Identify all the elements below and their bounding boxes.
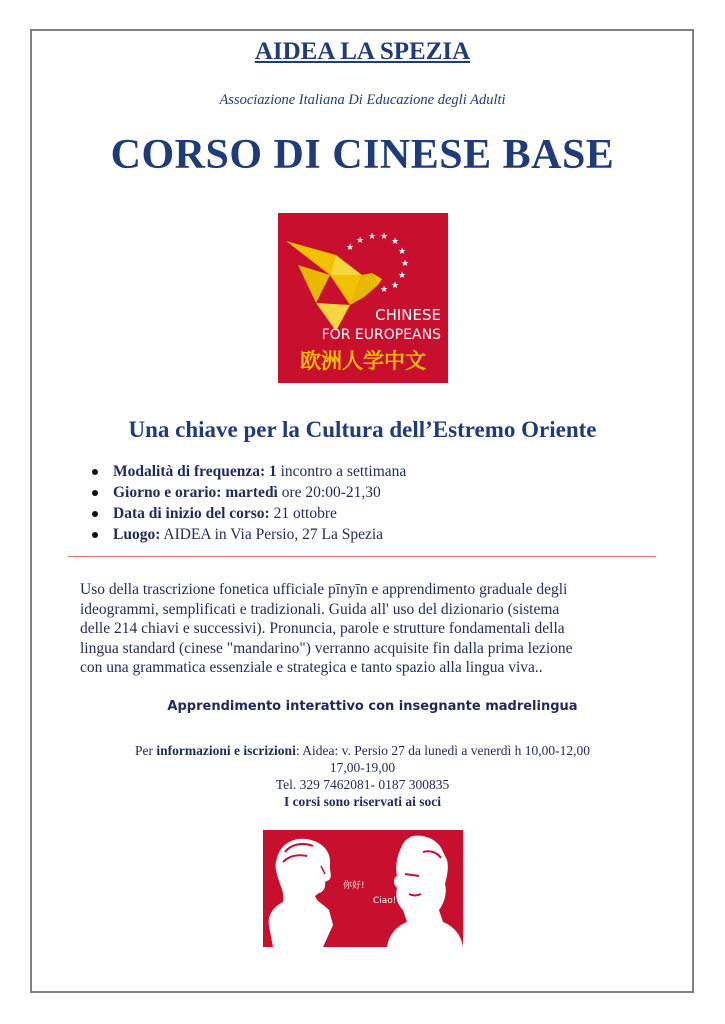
detail-label: Modalità di frequenza: (113, 463, 266, 480)
course-description (80, 580, 648, 678)
detail-value: incontro a settimana (276, 463, 407, 480)
svg-text:★: ★ (390, 281, 400, 291)
detail-value: AIDEA in Via Persio, 27 La Spezia (160, 526, 384, 543)
detail-label: Giorno e orario: (113, 484, 222, 501)
detail-frequency (88, 461, 406, 482)
section-divider (68, 556, 656, 557)
course-details-list (88, 461, 406, 545)
detail-bold-value: martedì (225, 484, 278, 501)
svg-text:★: ★ (379, 285, 389, 295)
description-line: con una grammatica essenziale e strategica e tanto spazio alla lingua viva.. (80, 659, 543, 676)
detail-schedule (88, 482, 406, 503)
detail-start-date (88, 503, 406, 524)
david-and-terracotta-illustration (263, 830, 463, 947)
svg-text:★: ★ (400, 259, 410, 269)
logo-chinese: 欧洲人学中文 (300, 349, 426, 373)
contact-info (0, 742, 725, 810)
svg-text:★: ★ (355, 236, 365, 246)
description-line: lingua standard (cinese "mandarino") verranno acquisite fin dalla prima lezione (80, 639, 573, 657)
contact-line-2: 17,00-19,00 (329, 760, 396, 775)
org-title: AIDEA LA SPEZIA (254, 38, 471, 65)
speech-chinese: 你好! (343, 881, 365, 891)
detail-label: Data di inizio del corso: (113, 505, 270, 522)
detail-label: Luogo: (113, 526, 161, 543)
svg-text:★: ★ (397, 247, 407, 257)
svg-text:★: ★ (379, 232, 389, 242)
svg-text:★: ★ (397, 271, 407, 281)
detail-bold-value: 1 (269, 463, 277, 480)
speech-italian: Ciao! (373, 896, 397, 906)
detail-value: 21 ottobre (269, 505, 337, 522)
course-title: CORSO DI CINESE BASE (110, 132, 615, 178)
svg-text:★: ★ (367, 232, 377, 242)
logo-line2: FOR EUROPEANS (321, 327, 441, 343)
description-line: delle 214 chiavi e successivi). Pronuncia, parole e strutture fondamentali della (80, 620, 565, 637)
members-note: I corsi sono riservati ai soci (283, 794, 442, 809)
tagline: Una chiave per la Cultura dell’Estremo Oriente (128, 417, 597, 442)
logo-line1: CHINESE (375, 306, 441, 324)
svg-text:★: ★ (390, 237, 400, 247)
description-line: Uso della trascrizione fonetica ufficiale pīnyīn e apprendimento graduale degli (80, 581, 568, 598)
svg-text:★: ★ (345, 243, 355, 253)
description-line: ideogrammi, semplificati e tradizionali. Guida all' uso del dizionario (sistema (80, 600, 560, 618)
detail-value: ore 20:00-21,30 (277, 484, 381, 501)
detail-location (88, 524, 406, 545)
org-subtitle: Associazione Italiana Di Educazione degli Adulti (219, 92, 506, 108)
contact-line-1: Per informazioni e iscrizioni: Aidea: v. Persio 27 da lunedì a venerdì h 10,00-12,00 (134, 743, 591, 758)
contact-phone: Tel. 329 7462081- 0187 300835 (275, 777, 450, 792)
interactive-learning-note: Apprendimento interattivo con insegnante madrelingua (167, 699, 578, 714)
contact-bold: informazioni e iscrizioni (156, 743, 296, 758)
chinese-for-europeans-logo (278, 213, 448, 383)
